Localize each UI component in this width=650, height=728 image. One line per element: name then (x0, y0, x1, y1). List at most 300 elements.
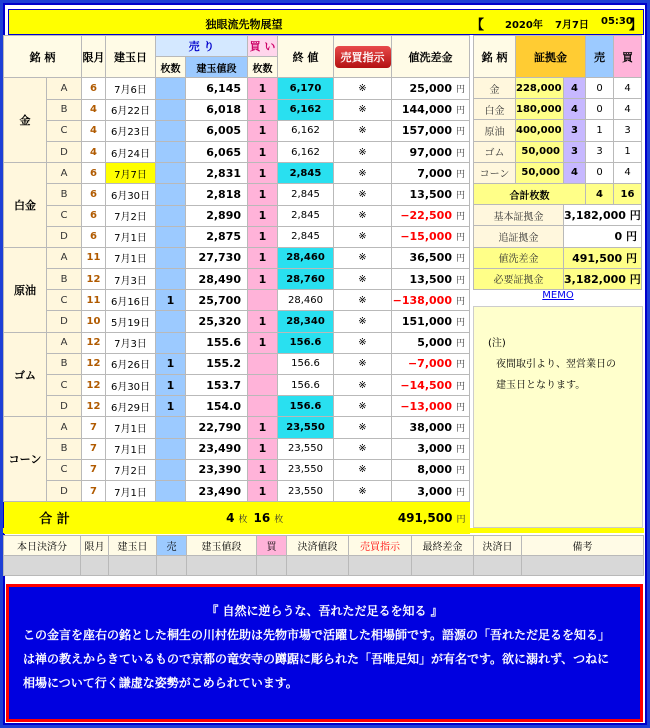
sell-lots (156, 459, 186, 480)
trade-signal[interactable]: ※ (334, 141, 392, 162)
sub-label: B (47, 269, 82, 290)
position-date: 7月1日 (106, 417, 156, 438)
page-title: 独眼流先物展望 (205, 18, 283, 31)
settle-header: 最終差金 (412, 536, 474, 556)
trade-signal[interactable]: ※ (334, 290, 392, 311)
table-row (4, 99, 470, 120)
header-uri: 売 り (156, 36, 248, 57)
contract-month: 7 (82, 480, 106, 501)
sell-lots (156, 269, 186, 290)
position-date: 7月6日 (106, 78, 156, 99)
position-date: 6月26日 (106, 353, 156, 374)
trade-signal[interactable]: ※ (334, 417, 392, 438)
margin-lots: 3 (564, 141, 586, 162)
close-price: 28,760 (278, 269, 334, 290)
close-price: 6,170 (278, 78, 334, 99)
margin-buy: 4 (614, 99, 642, 120)
mark-to-market (392, 396, 470, 417)
buy-lots: 1 (248, 269, 278, 290)
close-price: 6,162 (278, 141, 334, 162)
entry-price: 2,831 (186, 163, 248, 184)
trade-signal[interactable]: ※ (334, 78, 392, 99)
close-price: 23,550 (278, 438, 334, 459)
margin-summary-row (474, 205, 642, 226)
buy-lots: 1 (248, 459, 278, 480)
position-date: 6月29日 (106, 396, 156, 417)
margin-buy: 4 (614, 162, 642, 183)
sub-label: A (47, 78, 82, 99)
settle-header: 買 (257, 536, 287, 556)
buy-lots: 1 (248, 332, 278, 353)
sub-label: D (47, 480, 82, 501)
settle-header: 建玉日 (109, 536, 157, 556)
trade-signal[interactable]: ※ (334, 99, 392, 120)
table-row (4, 163, 470, 184)
buy-lots: 1 (248, 78, 278, 99)
settle-cell (187, 556, 257, 576)
sub-label: C (47, 120, 82, 141)
margin-summary-label: 値洗差金 (474, 247, 564, 268)
buy-lots: 1 (248, 141, 278, 162)
settle-cell (349, 556, 412, 576)
buy-lots (248, 396, 278, 417)
contract-month: 6 (82, 78, 106, 99)
margin-row (474, 78, 642, 99)
position-date: 7月3日 (106, 332, 156, 353)
contract-month: 12 (82, 353, 106, 374)
sell-lots: 1 (156, 290, 186, 311)
sub-label: D (47, 141, 82, 162)
sell-lots (156, 480, 186, 501)
trade-signal[interactable]: ※ (334, 184, 392, 205)
margin-buy: 4 (614, 78, 642, 99)
entry-price: 2,875 (186, 226, 248, 247)
mtm-value: 3,000 (417, 484, 452, 498)
position-date: 6月23日 (106, 120, 156, 141)
trade-signal[interactable]: ※ (334, 247, 392, 268)
margin-total-sell: 4 (586, 183, 614, 204)
sell-lots (156, 120, 186, 141)
table-row (4, 311, 470, 332)
table-row (4, 353, 470, 374)
position-date: 7月3日 (106, 269, 156, 290)
margin-lots: 3 (564, 120, 586, 141)
commodity-name: コーン (4, 417, 47, 502)
date-year: 2020年 (505, 20, 543, 31)
position-date: 7月2日 (106, 205, 156, 226)
table-row (4, 269, 470, 290)
mtm-value: 151,000 (401, 315, 452, 329)
position-date: 7月1日 (106, 226, 156, 247)
entry-price: 27,730 (186, 247, 248, 268)
contract-month: 10 (82, 311, 106, 332)
header-sagaku: 値洗差金 (392, 36, 470, 78)
trade-signal[interactable]: ※ (334, 480, 392, 501)
margin-summary-label: 追証拠金 (474, 226, 564, 247)
yen-unit: 円 (455, 487, 465, 498)
margin-commodity: 原油 (474, 120, 516, 141)
date-monthday: 7月7日 (555, 20, 589, 31)
table-row (4, 141, 470, 162)
trade-signal[interactable]: ※ (334, 205, 392, 226)
memo-note-label: (注) (488, 338, 506, 349)
settle-header: 売 (157, 536, 187, 556)
sell-lots (156, 163, 186, 184)
sell-lots (156, 247, 186, 268)
margin-summary-row (474, 226, 642, 247)
sub-label: D (47, 396, 82, 417)
table-row (4, 459, 470, 480)
buy-lots (248, 375, 278, 396)
sub-label: D (47, 311, 82, 332)
header-tatene: 建玉値段 (186, 57, 248, 78)
sub-label: C (47, 459, 82, 480)
memo-link[interactable]: MEMO (473, 290, 643, 304)
position-date: 7月1日 (106, 247, 156, 268)
table-row (4, 332, 470, 353)
entry-price: 2,818 (186, 184, 248, 205)
contract-month: 12 (82, 269, 106, 290)
sell-lots (156, 417, 186, 438)
settle-cell (474, 556, 522, 576)
entry-price: 6,145 (186, 78, 248, 99)
total-sell-lots: 4 (226, 510, 235, 525)
sell-lots (156, 438, 186, 459)
title-bar (8, 9, 644, 35)
side-header-meigara: 銘 柄 (474, 36, 516, 78)
margin-summary-row (474, 247, 642, 268)
margin-amount: 50,000 (516, 141, 564, 162)
contract-month: 6 (82, 205, 106, 226)
trade-signal[interactable]: ※ (334, 438, 392, 459)
contract-month: 7 (82, 459, 106, 480)
close-price: 156.6 (278, 332, 334, 353)
margin-amount: 400,000 (516, 120, 564, 141)
bracket-right: 】 (629, 18, 643, 33)
sell-lots (156, 226, 186, 247)
sub-label: A (47, 417, 82, 438)
settlement-table (3, 535, 644, 576)
sell-lots (156, 332, 186, 353)
yen-unit: 円 (455, 423, 465, 434)
trade-signal[interactable]: ※ (334, 396, 392, 417)
settle-cell (287, 556, 349, 576)
close-price: 2,845 (278, 184, 334, 205)
margin-summary-label: 基本証拠金 (474, 205, 564, 226)
position-date: 7月1日 (106, 480, 156, 501)
margin-sell: 0 (586, 78, 614, 99)
totals-label: 合 計 (4, 502, 106, 534)
yellow-divider (3, 528, 644, 533)
settle-cell (157, 556, 187, 576)
mtm-value: −15,000 (400, 230, 452, 244)
margin-lots: 4 (564, 99, 586, 120)
yen-unit: 円 (455, 233, 465, 244)
memo-line-1: 夜間取引より、翌営業日の (496, 359, 616, 370)
buy-lots: 1 (248, 163, 278, 184)
mtm-value: −138,000 (392, 293, 452, 307)
margin-total-row (474, 183, 642, 204)
margin-sell: 0 (586, 162, 614, 183)
trade-signal[interactable]: ※ (334, 226, 392, 247)
entry-price: 23,490 (186, 480, 248, 501)
margin-summary-value: 491,500 円 (564, 247, 642, 268)
header-kai: 買 い (248, 36, 278, 57)
yen-unit: 円 (455, 381, 465, 392)
sub-label: A (47, 332, 82, 353)
close-price: 23,550 (278, 459, 334, 480)
side-header-kai: 買 (614, 36, 642, 78)
margin-sell: 1 (586, 120, 614, 141)
sell-lots (156, 141, 186, 162)
entry-price: 6,005 (186, 120, 248, 141)
settle-header: 決済日 (474, 536, 522, 556)
contract-month: 6 (82, 184, 106, 205)
bracket-left: 【 (471, 18, 485, 33)
margin-summary-value: 0 円 (564, 226, 642, 247)
yen-unit: 円 (455, 212, 465, 223)
mtm-value: −22,500 (400, 209, 452, 223)
margin-row (474, 120, 642, 141)
margin-total-buy: 16 (614, 183, 642, 204)
header-gen: 限月 (82, 36, 106, 78)
mark-to-market (392, 332, 470, 353)
trade-signal[interactable]: ※ (334, 163, 392, 184)
entry-price: 154.0 (186, 396, 248, 417)
close-price: 2,845 (278, 163, 334, 184)
sub-label: B (47, 353, 82, 374)
contract-month: 4 (82, 141, 106, 162)
contract-month: 12 (82, 396, 106, 417)
buy-lots: 1 (248, 99, 278, 120)
close-price: 6,162 (278, 99, 334, 120)
trade-signal[interactable]: ※ (334, 311, 392, 332)
yen-unit: 円 (455, 148, 465, 159)
close-price: 28,460 (278, 247, 334, 268)
margin-buy: 1 (614, 141, 642, 162)
mark-to-market (392, 480, 470, 501)
buy-lots: 1 (248, 120, 278, 141)
yen-unit: 円 (455, 169, 465, 180)
yen-unit: 円 (455, 84, 465, 95)
lot-unit: 枚 (274, 514, 284, 525)
table-row (4, 396, 470, 417)
entry-price: 25,320 (186, 311, 248, 332)
table-row (4, 417, 470, 438)
mark-to-market (392, 353, 470, 374)
close-price: 156.6 (278, 353, 334, 374)
trade-signal[interactable]: ※ (334, 459, 392, 480)
quote-line-1: この金言を座右の銘とした桐生の川村佐助は先物市場で活躍した相場師です。語源の「吾れただ足るを知る」 (23, 628, 611, 642)
mark-to-market (392, 375, 470, 396)
margin-buy: 3 (614, 120, 642, 141)
entry-price: 6,018 (186, 99, 248, 120)
sub-label: C (47, 290, 82, 311)
trade-signal[interactable]: ※ (334, 269, 392, 290)
close-price: 156.6 (278, 396, 334, 417)
margin-lots: 4 (564, 78, 586, 99)
mark-to-market (392, 163, 470, 184)
margin-commodity: ゴム (474, 141, 516, 162)
table-row (4, 290, 470, 311)
buy-lots: 1 (248, 205, 278, 226)
yen-unit: 円 (455, 445, 465, 456)
memo-line-2: 建玉日となります。 (496, 380, 586, 391)
entry-price: 23,390 (186, 459, 248, 480)
commodity-name: 原油 (4, 247, 47, 332)
contract-month: 7 (82, 438, 106, 459)
mtm-value: 3,000 (417, 442, 452, 456)
mark-to-market (392, 184, 470, 205)
yen-unit: 円 (455, 254, 465, 265)
mark-to-market (392, 120, 470, 141)
margin-lots: 4 (564, 162, 586, 183)
settle-header: 備考 (522, 536, 644, 556)
mtm-value: −13,000 (400, 399, 452, 413)
settle-cell (257, 556, 287, 576)
mark-to-market (392, 226, 470, 247)
mark-to-market (392, 311, 470, 332)
buy-lots: 1 (248, 247, 278, 268)
sub-label: B (47, 438, 82, 459)
yen-unit: 円 (455, 190, 465, 201)
close-price: 23,550 (278, 417, 334, 438)
table-row (4, 184, 470, 205)
mtm-value: 36,500 (409, 251, 452, 265)
settle-header: 決済値段 (287, 536, 349, 556)
header-close: 終 値 (278, 36, 334, 78)
table-row (4, 247, 470, 268)
mark-to-market (392, 247, 470, 268)
yen-unit: 円 (455, 339, 465, 350)
margin-commodity: コーン (474, 162, 516, 183)
entry-price: 25,700 (186, 290, 248, 311)
contract-month: 6 (82, 163, 106, 184)
yen-unit: 円 (455, 106, 465, 117)
mtm-value: 5,000 (417, 336, 452, 350)
trade-signal[interactable]: ※ (334, 332, 392, 353)
yen-unit: 円 (455, 318, 465, 329)
commodity-name: ゴム (4, 332, 47, 417)
settle-cell (81, 556, 109, 576)
yen-unit: 円 (455, 127, 465, 138)
sell-lots (156, 184, 186, 205)
memo-panel (473, 306, 643, 528)
mtm-value: 13,500 (409, 187, 452, 201)
sell-lots (156, 311, 186, 332)
mtm-value: 144,000 (401, 103, 452, 117)
buy-lots: 1 (248, 226, 278, 247)
position-date: 6月30日 (106, 375, 156, 396)
contract-month: 11 (82, 247, 106, 268)
yen-unit: 円 (456, 514, 466, 525)
buy-lots: 1 (248, 311, 278, 332)
table-row (4, 480, 470, 501)
sub-label: B (47, 184, 82, 205)
margin-table (473, 35, 642, 290)
contract-month: 11 (82, 290, 106, 311)
buy-lots: 1 (248, 184, 278, 205)
trade-signal[interactable]: ※ (334, 353, 392, 374)
position-date: 7月7日 (106, 163, 156, 184)
close-price: 28,460 (278, 290, 334, 311)
settle-header: 売買指示 (349, 536, 412, 556)
total-buy-lots: 16 (253, 510, 271, 525)
mtm-value: −14,500 (400, 378, 452, 392)
close-price: 28,340 (278, 311, 334, 332)
contract-month: 4 (82, 99, 106, 120)
table-row (4, 205, 470, 226)
header-signal[interactable] (334, 36, 392, 78)
total-mtm-value: 491,500 (397, 510, 453, 525)
sell-lots (156, 78, 186, 99)
margin-row (474, 99, 642, 120)
trade-signal[interactable]: ※ (334, 120, 392, 141)
entry-price: 6,065 (186, 141, 248, 162)
mark-to-market (392, 205, 470, 226)
header-date: 建玉日 (106, 36, 156, 78)
mtm-value: 157,000 (401, 124, 452, 138)
mtm-value: 25,000 (409, 81, 452, 95)
yen-unit: 円 (455, 275, 465, 286)
commodity-name: 金 (4, 78, 47, 163)
sell-lots: 1 (156, 396, 186, 417)
mark-to-market (392, 99, 470, 120)
buy-lots: 1 (248, 417, 278, 438)
commodity-name: 白金 (4, 163, 47, 248)
contract-month: 4 (82, 120, 106, 141)
buy-lots (248, 290, 278, 311)
table-row (4, 375, 470, 396)
sub-label: C (47, 375, 82, 396)
table-row (4, 78, 470, 99)
margin-row (474, 141, 642, 162)
position-date: 7月2日 (106, 459, 156, 480)
quote-line-3: 相場について行く謙虚な姿勢がこめられています。 (23, 676, 298, 690)
sub-label: C (47, 205, 82, 226)
settle-header: 本日決済分 (4, 536, 81, 556)
signal-header-button[interactable]: 売買指示 (335, 46, 391, 68)
sub-label: A (47, 163, 82, 184)
buy-lots (248, 353, 278, 374)
positions-table (3, 35, 470, 534)
margin-row (474, 162, 642, 183)
entry-price: 2,890 (186, 205, 248, 226)
position-date: 6月24日 (106, 141, 156, 162)
margin-commodity: 白金 (474, 99, 516, 120)
mark-to-market (392, 78, 470, 99)
mtm-value: 13,500 (409, 272, 452, 286)
settle-header: 限月 (81, 536, 109, 556)
position-date: 7月1日 (106, 438, 156, 459)
contract-month: 12 (82, 332, 106, 353)
mark-to-market (392, 269, 470, 290)
yen-unit: 円 (455, 466, 465, 477)
margin-total-label: 合計枚数 (474, 183, 586, 204)
settle-cell (4, 556, 81, 576)
position-date: 6月22日 (106, 99, 156, 120)
settle-header: 建玉値段 (187, 536, 257, 556)
entry-price: 155.2 (186, 353, 248, 374)
margin-summary-label: 必要証拠金 (474, 268, 564, 289)
margin-sell: 0 (586, 99, 614, 120)
margin-summary-value: 3,182,000 円 (564, 268, 642, 289)
sell-lots: 1 (156, 353, 186, 374)
quote-panel (6, 584, 643, 722)
date-time: 05:30 (601, 16, 633, 27)
mtm-value: −7,000 (407, 357, 452, 371)
trade-signal[interactable]: ※ (334, 375, 392, 396)
